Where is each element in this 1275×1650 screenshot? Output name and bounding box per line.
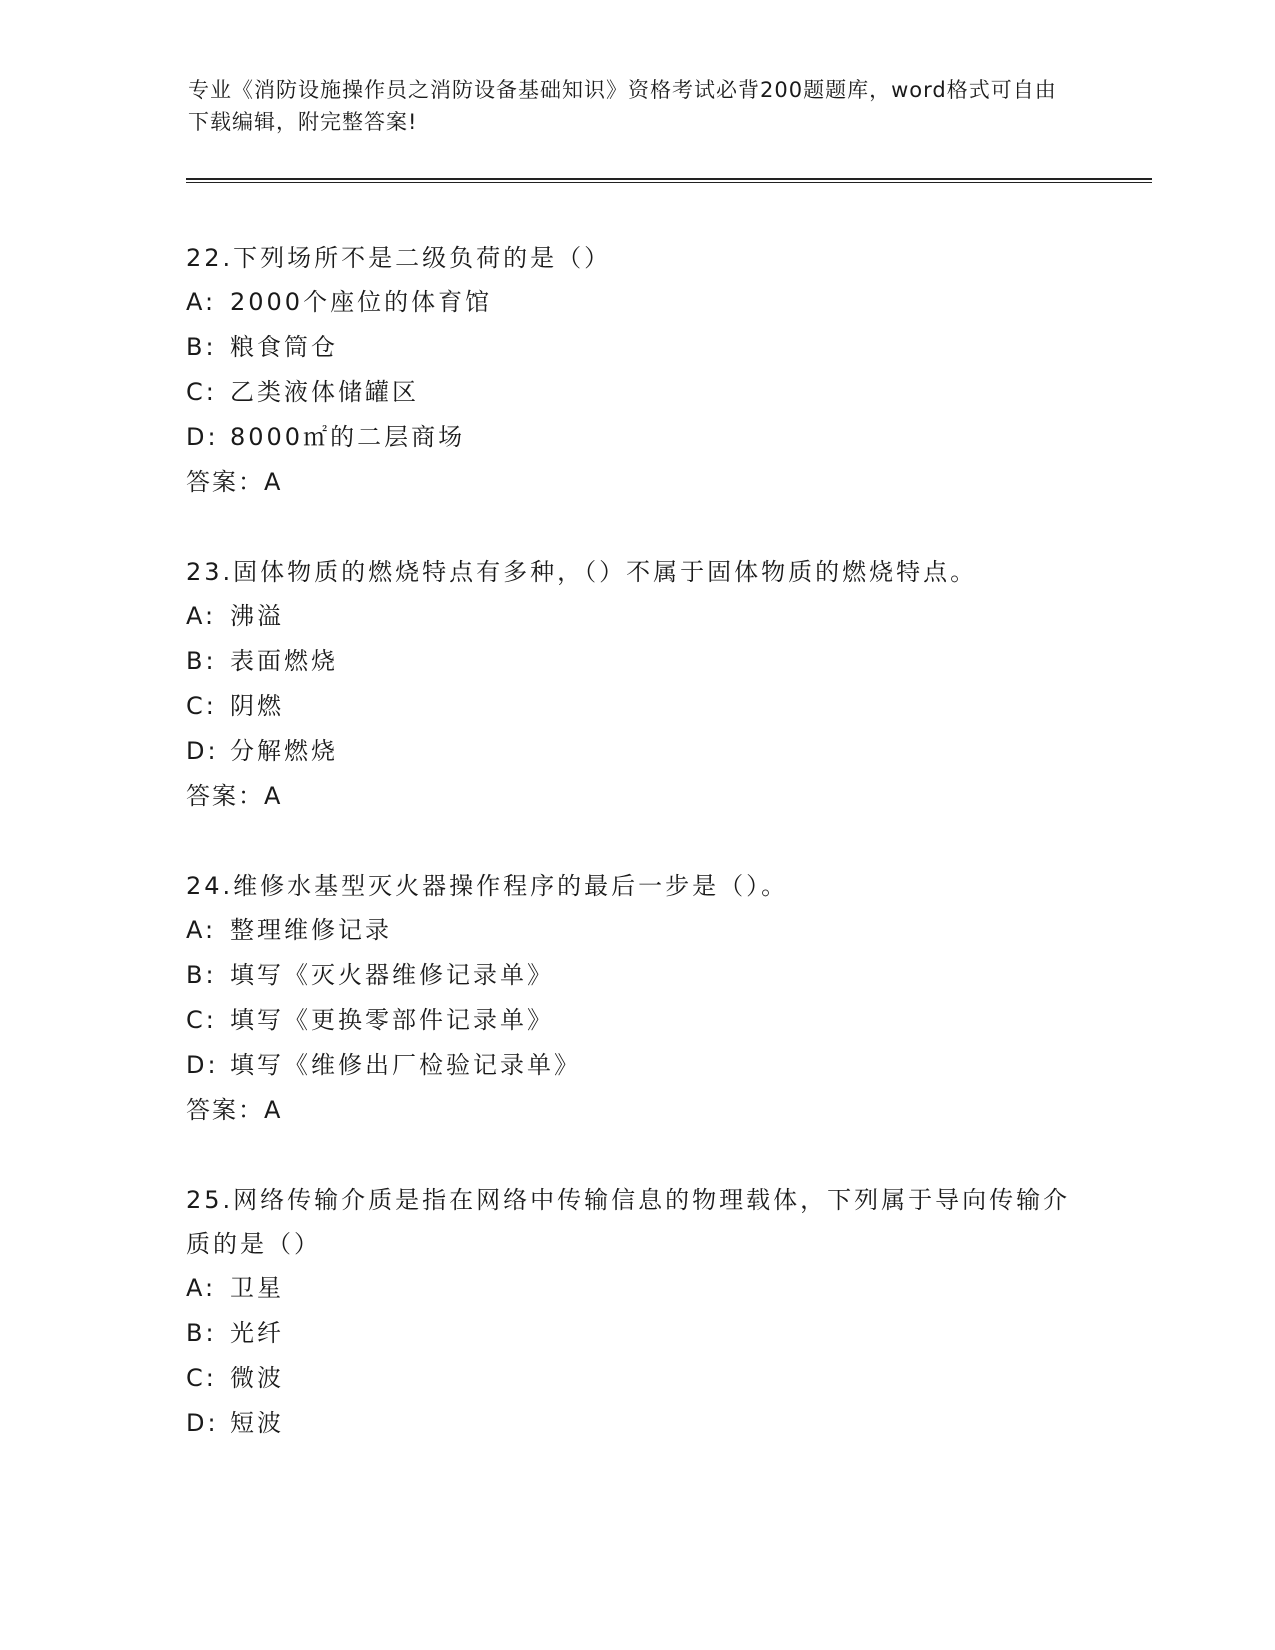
question-stem: 22.下列场所不是二级负荷的是（） bbox=[186, 244, 612, 272]
option-letter: D: bbox=[186, 1051, 219, 1079]
option-text: 2000个座位的体育馆 bbox=[230, 288, 493, 316]
document-intro: 专业《消防设施操作员之消防设备基础知识》资格考试必背200题题库，word格式可自由下载编辑，附完整答案! bbox=[188, 78, 1057, 134]
option-text: 填写《灭火器维修记录单》 bbox=[230, 961, 554, 989]
question-block bbox=[186, 864, 1086, 1132]
header-divider bbox=[186, 178, 1152, 183]
option-letter: A: bbox=[186, 916, 217, 944]
question-list bbox=[186, 236, 1086, 1492]
answer-option bbox=[186, 998, 1086, 1043]
option-text: 沸溢 bbox=[230, 602, 284, 630]
answer-option bbox=[186, 953, 1086, 998]
option-letter: D: bbox=[186, 423, 219, 451]
answer-key: 答案：A bbox=[186, 468, 283, 496]
option-text: 填写《更换零部件记录单》 bbox=[230, 1006, 554, 1034]
answer-option bbox=[186, 1043, 1086, 1088]
answer-option bbox=[186, 1401, 1086, 1446]
option-text: 整理维修记录 bbox=[230, 916, 392, 944]
answer-key: 答案：A bbox=[186, 782, 283, 810]
option-letter: A: bbox=[186, 288, 217, 316]
answer-option bbox=[186, 729, 1086, 774]
option-letter: D: bbox=[186, 737, 219, 765]
option-text: 粮食筒仓 bbox=[230, 333, 338, 361]
answer-option bbox=[186, 1266, 1086, 1311]
option-letter: C: bbox=[186, 378, 217, 406]
answer-option bbox=[186, 415, 1086, 460]
option-text: 光纤 bbox=[230, 1319, 284, 1347]
answer-option bbox=[186, 639, 1086, 684]
option-letter: C: bbox=[186, 1006, 217, 1034]
option-text: 填写《维修出厂检验记录单》 bbox=[230, 1051, 581, 1079]
option-letter: C: bbox=[186, 692, 217, 720]
option-letter: B: bbox=[186, 333, 217, 361]
answer-key: 答案：A bbox=[186, 1096, 283, 1124]
option-text: 8000㎡的二层商场 bbox=[230, 423, 466, 451]
answer-option bbox=[186, 684, 1086, 729]
option-text: 表面燃烧 bbox=[230, 647, 338, 675]
option-text: 乙类液体储罐区 bbox=[230, 378, 419, 406]
option-letter: B: bbox=[186, 647, 217, 675]
option-letter: B: bbox=[186, 1319, 217, 1347]
option-text: 阴燃 bbox=[230, 692, 284, 720]
answer-option bbox=[186, 1356, 1086, 1401]
question-block bbox=[186, 1178, 1086, 1446]
option-text: 分解燃烧 bbox=[230, 737, 338, 765]
answer-option bbox=[186, 1311, 1086, 1356]
question-stem: 24.维修水基型灭火器操作程序的最后一步是（）。 bbox=[186, 872, 789, 900]
answer-option bbox=[186, 280, 1086, 325]
answer-option bbox=[186, 594, 1086, 639]
answer-option bbox=[186, 908, 1086, 953]
question-block bbox=[186, 236, 1086, 504]
question-block bbox=[186, 550, 1086, 818]
question-stem: 25.网络传输介质是指在网络中传输信息的物理载体，下列属于导向传输介质的是（） bbox=[186, 1186, 1071, 1258]
answer-option bbox=[186, 370, 1086, 415]
option-letter: A: bbox=[186, 602, 217, 630]
question-stem: 23.固体物质的燃烧特点有多种，（）不属于固体物质的燃烧特点。 bbox=[186, 558, 978, 586]
option-text: 微波 bbox=[230, 1364, 284, 1392]
option-letter: C: bbox=[186, 1364, 217, 1392]
option-text: 短波 bbox=[230, 1409, 284, 1437]
option-letter: A: bbox=[186, 1274, 217, 1302]
answer-option bbox=[186, 325, 1086, 370]
option-letter: B: bbox=[186, 961, 217, 989]
option-letter: D: bbox=[186, 1409, 219, 1437]
option-text: 卫星 bbox=[230, 1274, 284, 1302]
